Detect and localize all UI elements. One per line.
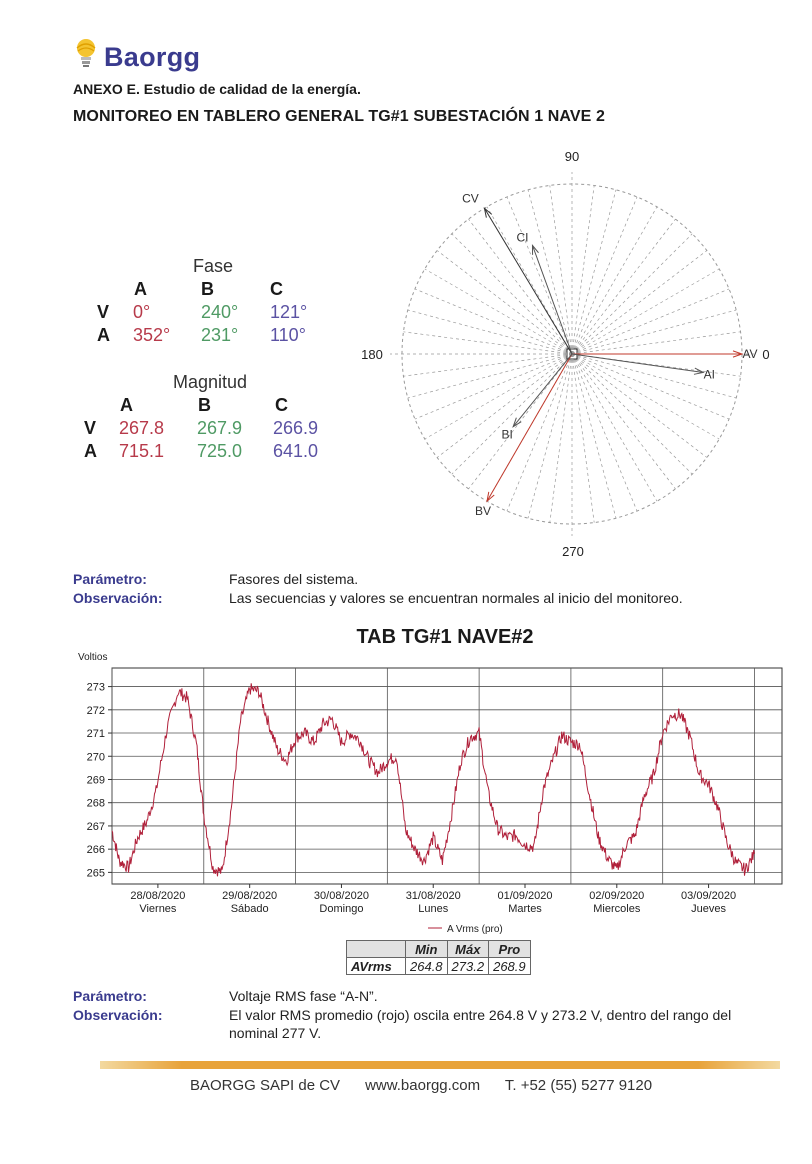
angle-label-0: 0 <box>762 347 770 362</box>
phasor-radial-line <box>572 185 594 354</box>
mag-v-b: 267.9 <box>197 418 243 438</box>
brand-name: Baorgg <box>104 42 201 72</box>
x-tick-label-date: 02/09/2020 <box>589 890 645 902</box>
phasor-label-cv: CV <box>462 191 479 206</box>
phasor-vector-ci <box>532 245 572 354</box>
mag-a-a: 715.1 <box>119 441 165 461</box>
fase-a-a: 352° <box>133 325 171 345</box>
phasor-radial-line <box>403 354 572 376</box>
param-label-2: Parámetro: <box>73 988 147 1004</box>
stats-header-max: Máx <box>447 941 489 958</box>
obs-label-2: Observación: <box>73 1007 163 1023</box>
y-tick-label: 270 <box>86 751 105 764</box>
phasor-vector-bv <box>487 354 572 501</box>
phasor-arrowhead-cv <box>484 208 491 217</box>
chart-grid <box>112 668 782 884</box>
fase-col-c: C <box>270 279 283 299</box>
phasor-radial-line <box>425 354 572 439</box>
voltage-chart <box>70 648 812 938</box>
x-tick-label-day: Miercoles <box>593 903 641 915</box>
y-tick-label: 268 <box>86 797 105 810</box>
phasor-radial-line <box>572 354 657 501</box>
phasor-radial-line <box>572 354 729 419</box>
phasor-vector-bi <box>513 354 572 427</box>
phasor-label-bi: BI <box>501 427 513 442</box>
mag-row-v-label: V <box>84 418 97 438</box>
phasor-radial-line <box>408 354 572 398</box>
legend-label: A Vrms (pro) <box>447 924 503 935</box>
plot-frame <box>112 668 782 884</box>
footer-company: BAORGG SAPI de CV <box>190 1077 341 1094</box>
phasor-radial-line <box>403 332 572 354</box>
obs-label-1: Observación: <box>73 590 163 606</box>
phasor-radial-line <box>415 354 572 419</box>
stats-max: 273.2 <box>447 958 489 975</box>
x-tick-label-day: Martes <box>508 903 542 915</box>
mag-v-c: 266.9 <box>273 418 319 438</box>
mag-col-a: A <box>120 395 133 415</box>
mag-col-b: B <box>198 395 211 415</box>
phasor-label-ai: AI <box>703 367 715 382</box>
stats-table <box>346 940 531 975</box>
angle-label-90: 90 <box>564 149 580 164</box>
param-value-2: Voltaje RMS fase “A-N”. <box>229 988 378 1004</box>
obs-value-2-line1: El valor RMS promedio (rojo) oscila entre 264.8 V y 273.2 V, dentro del rango del <box>229 1007 732 1023</box>
page-title: MONITOREO EN TABLERO GENERAL TG#1 SUBESTACIÓN 1 NAVE 2 <box>73 108 605 125</box>
annex-heading: ANEXO E. Estudio de calidad de la energía. <box>73 81 361 97</box>
phasor-radial-line <box>572 289 729 354</box>
phasor-radial-line <box>507 197 572 354</box>
phasor-radial-line <box>572 310 736 354</box>
phasor-label-av: AV <box>742 347 758 361</box>
chart-title: TAB TG#1 NAVE#2 <box>356 626 534 648</box>
phasor-radial-line <box>572 332 741 354</box>
fase-v-c: 121° <box>270 302 308 322</box>
phasor-radial-line <box>550 185 572 354</box>
phasor-radial-line <box>507 354 572 511</box>
fase-v-b: 240° <box>201 302 239 322</box>
fase-row-a-label: A <box>97 325 110 345</box>
phasor-radial-line <box>572 354 637 511</box>
phasor-diagram <box>350 140 770 570</box>
obs-value-1: Las secuencias y valores se encuentran normales al inicio del monitoreo. <box>229 590 683 606</box>
fase-col-a: A <box>134 279 147 299</box>
y-tick-label: 266 <box>86 844 105 857</box>
mag-row-a-label: A <box>84 441 97 461</box>
phasor-radial-line <box>572 207 657 354</box>
stats-row-label: AVrms <box>347 958 406 975</box>
x-tick-label-day: Sábado <box>230 903 269 915</box>
mag-col-c: C <box>275 395 288 415</box>
phasor-radial-line <box>425 269 572 354</box>
x-tick-label-date: 28/08/2020 <box>130 890 186 902</box>
fase-title: Fase <box>193 256 234 276</box>
y-axis-label: Voltios <box>78 652 108 663</box>
phasor-radial-line <box>572 190 616 354</box>
angle-label-270: 270 <box>562 544 584 559</box>
mag-a-b: 725.0 <box>197 441 243 461</box>
y-tick-label: 265 <box>86 867 105 880</box>
y-tick-label: 271 <box>86 728 105 741</box>
x-tick-label-day: Jueves <box>691 903 727 915</box>
x-tick-label-date: 01/09/2020 <box>497 890 553 902</box>
chart-y-ticks <box>87 682 112 880</box>
param-value-1: Fasores del sistema. <box>229 571 359 587</box>
param-label-1: Parámetro: <box>73 571 147 587</box>
x-tick-label-day: Viernes <box>139 903 177 915</box>
phasor-arrowhead-bv <box>487 492 494 501</box>
footer-bar <box>100 1061 780 1069</box>
x-tick-label-date: 03/09/2020 <box>681 890 737 902</box>
phasor-radial-line <box>408 310 572 354</box>
phasor-radial-line <box>528 354 572 518</box>
fase-col-b: B <box>201 279 214 299</box>
x-tick-label-day: Lunes <box>418 903 449 915</box>
chart-legend <box>428 924 503 935</box>
lightbulb-icon <box>77 39 95 67</box>
fase-a-b: 231° <box>201 325 239 345</box>
magnitud-title: Magnitud <box>173 372 248 392</box>
obs-value-2-line2: nominal 277 V. <box>229 1025 322 1041</box>
x-tick-label-date: 30/08/2020 <box>313 890 369 902</box>
stats-min: 264.8 <box>406 958 448 975</box>
stats-pro: 268.9 <box>489 958 531 975</box>
phasor-radial-line <box>572 354 616 518</box>
y-tick-label: 273 <box>86 681 105 694</box>
phasor-label-bv: BV <box>474 504 492 519</box>
phasor-radial-line <box>572 269 719 354</box>
phasor-radial-line <box>572 354 719 439</box>
footer <box>190 1077 652 1094</box>
stats-header-min: Min <box>406 941 448 958</box>
phasor-radial-line <box>572 354 692 474</box>
x-tick-label-day: Domingo <box>319 903 364 915</box>
angle-label-180: 180 <box>361 347 383 362</box>
x-tick-label-date: 31/08/2020 <box>405 890 461 902</box>
phasor-vectors <box>462 191 757 518</box>
footer-web: www.baorgg.com <box>365 1077 481 1094</box>
phasor-radial-line <box>572 197 637 354</box>
mag-v-a: 267.8 <box>119 418 165 438</box>
y-tick-label: 272 <box>86 704 105 717</box>
fase-row-v-label: V <box>97 302 110 322</box>
fase-v-a: 0° <box>133 302 151 322</box>
phasor-radial-line <box>572 354 594 523</box>
phasor-radial-line <box>550 354 572 523</box>
fase-a-c: 110° <box>270 325 306 345</box>
y-tick-label: 269 <box>86 774 105 787</box>
stats-header-pro: Pro <box>489 941 531 958</box>
phasor-radial-line <box>572 234 692 354</box>
phasor-radial-line <box>452 234 572 354</box>
stats-corner <box>347 941 406 958</box>
phasor-label-ci: CI <box>516 230 529 245</box>
y-tick-label: 267 <box>86 820 105 833</box>
mag-a-c: 641.0 <box>273 441 319 461</box>
x-tick-label-date: 29/08/2020 <box>222 890 278 902</box>
chart-x-ticks <box>130 884 736 915</box>
phasor-radial-line <box>415 289 572 354</box>
phasor-vector-ai <box>572 354 703 372</box>
phasor-radial-line <box>452 354 572 474</box>
phasor-radial-line <box>528 190 572 354</box>
footer-phone: T. +52 (55) 5277 9120 <box>504 1077 653 1094</box>
